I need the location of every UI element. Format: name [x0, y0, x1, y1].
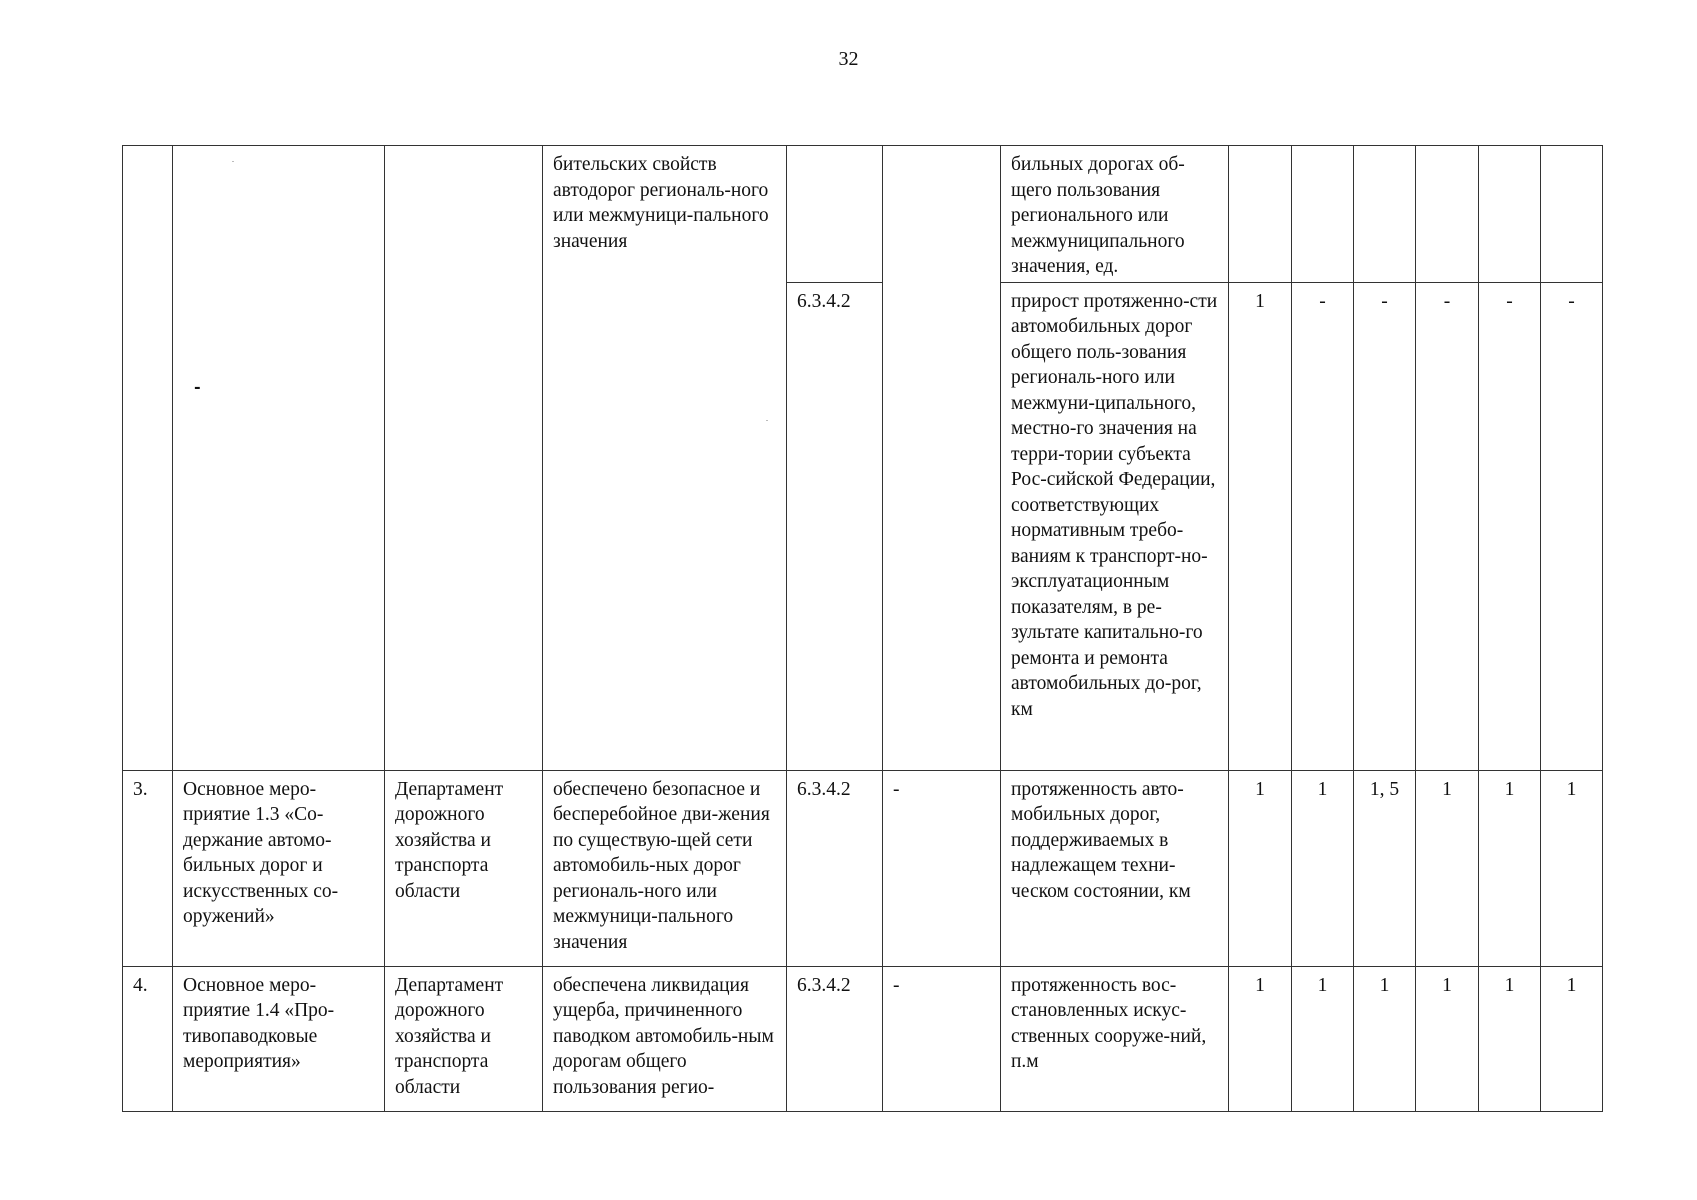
table-row [123, 770, 1603, 966]
cell-indicator: бильных дорогах об-щего пользования регионального или межмуниципального значения, ед. [1001, 146, 1229, 283]
cell-code: 6.3.4.2 [787, 282, 883, 770]
cell-activity-name: Основное меро-приятие 1.3 «Со-держание автомо-бильных дорог и искусственных со-оружений» [173, 770, 385, 966]
scan-speck [232, 161, 234, 162]
cell-result: обеспечена ликвидация ущерба, причиненного паводком автомобиль-ным дорогам общего пользования регио- [543, 966, 787, 1111]
cell-value: 1 [1354, 966, 1416, 1111]
cell-value [1479, 146, 1541, 283]
cell-no: 3. [123, 770, 173, 966]
cell-value: 1 [1229, 282, 1292, 770]
cell-code: 6.3.4.2 [787, 770, 883, 966]
cell-value: - [1479, 282, 1541, 770]
cell-value [1354, 146, 1416, 283]
cell-value: 1 [1416, 770, 1479, 966]
page-number: 32 [838, 48, 859, 70]
cell-value: 1 [1292, 770, 1354, 966]
cell-value [1229, 146, 1292, 283]
cell-result: бительских свойств автодорог региональ-ного или межмуници-пального значения [543, 146, 787, 771]
cell-code [787, 146, 883, 283]
cell-value: 1 [1479, 770, 1541, 966]
cell-value: 1, 5 [1354, 770, 1416, 966]
scan-speck [766, 420, 768, 421]
cell-value: - [1541, 282, 1603, 770]
cell-indicator: прирост протяженно-сти автомобильных дорог общего поль-зования региональ-ного или межмуни-ципального, местно-го значения на терри-тории субъекта Рос-сийской Федерации, соответствующих нормативным требо-ваниям к транспорт-но-эксплуатационным показателям, в ре-зультате капитально-го ремонта и ремонта автомобильных до-рог, км [1001, 282, 1229, 770]
cell-executor: Департамент дорожного хозяйства и транспорта области [385, 966, 543, 1111]
cell-value: - [1416, 282, 1479, 770]
cell-value: 1 [1229, 770, 1292, 966]
cell-indicator: протяженность авто-мобильных дорог, поддерживаемых в надлежащем техни-ческом состоянии, км [1001, 770, 1229, 966]
cell-value: 1 [1292, 966, 1354, 1111]
cell-executor: Департамент дорожного хозяйства и транспорта области [385, 770, 543, 966]
cell-result: обеспечено безопасное и бесперебойное дви-жения по существую-щей сети автомобиль-ных дорог региональ-ного или межмуници-пального значения [543, 770, 787, 966]
cell-value: 1 [1229, 966, 1292, 1111]
cell-extra: - [883, 770, 1001, 966]
cell-extra: - [883, 966, 1001, 1111]
cell-extra [883, 146, 1001, 771]
table-row [123, 966, 1603, 1111]
table-row [123, 146, 1603, 283]
program-table [122, 145, 1603, 1112]
stray-mark: - [194, 377, 201, 396]
cell-value [1416, 146, 1479, 283]
cell-value: - [1292, 282, 1354, 770]
cell-indicator: протяженность вос-становленных искус-ственных сооруже-ний, п.м [1001, 966, 1229, 1111]
cell-executor [385, 146, 543, 771]
cell-value: 1 [1479, 966, 1541, 1111]
cell-activity-name: Основное меро-приятие 1.4 «Про-тивопаводковые мероприятия» [173, 966, 385, 1111]
cell-no [123, 146, 173, 771]
cell-activity-name [173, 146, 385, 771]
cell-value: 1 [1416, 966, 1479, 1111]
cell-value [1541, 146, 1603, 283]
cell-no: 4. [123, 966, 173, 1111]
cell-value: 1 [1541, 770, 1603, 966]
cell-value: 1 [1541, 966, 1603, 1111]
cell-code: 6.3.4.2 [787, 966, 883, 1111]
cell-value: - [1354, 282, 1416, 770]
cell-value [1292, 146, 1354, 283]
